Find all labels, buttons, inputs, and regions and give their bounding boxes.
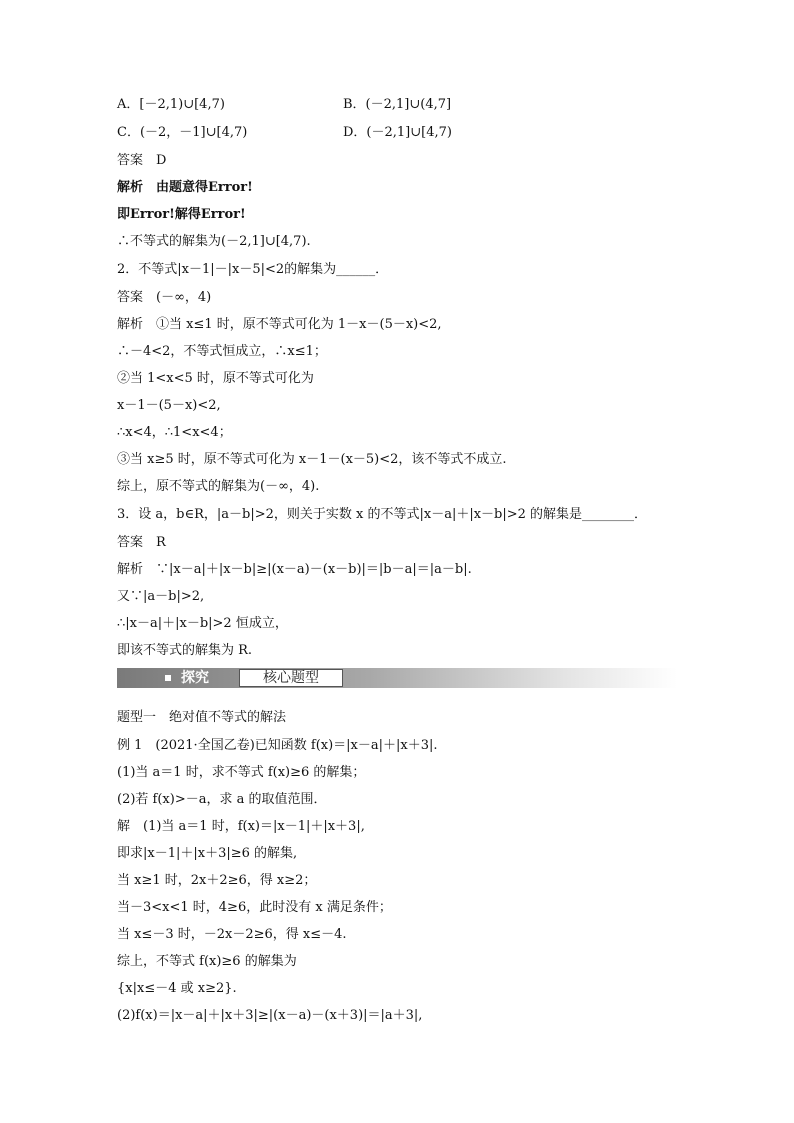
analysis-2-line-1: 解析 ①当 x≤1 时，原不等式可化为 1－x－(5－x)<2, [117,317,442,332]
example-1-part-2: (2)若 f(x)>－a，求 a 的取值范围． [117,792,327,807]
analysis-2-line-3: ②当 1<x<5 时，原不等式可化为 [117,371,314,386]
solution-line-8: (2)f(x)＝|x－a|＋|x＋3|≥|(x－a)－(x＋3)|＝|a＋3|, [117,1008,423,1023]
banner-right-label: 核心题型 [239,669,343,687]
solution-line-5: 当 x≤－3 时，－2x－2≥6，得 x≤－4. [117,927,347,942]
solution-line-1: 解 (1)当 a＝1 时，f(x)＝|x－1|＋|x＋3|, [117,819,365,834]
banner-left-label: 探究 [181,670,209,686]
section-banner [117,668,677,688]
solution-line-2: 即求|x－1|＋|x＋3|≥6 的解集, [117,846,298,861]
answer-1: 答案 D [117,153,167,168]
answer-2: 答案 (－∞，4) [117,290,212,305]
square-bullet-icon [165,675,171,681]
analysis-1-line-3: ∴不等式的解集为(－2,1]∪[4,7). [117,234,311,249]
solution-line-3: 当 x≥1 时，2x＋2≥6，得 x≥2； [117,873,317,888]
question-3: 3．设 a，b∈R，|a－b|>2，则关于实数 x 的不等式|x－a|＋|x－b|>2 的解集是________． [117,507,648,522]
solution-line-4: 当－3<x<1 时，4≥6，此时没有 x 满足条件； [117,900,392,915]
solution-line-6: 综上，不等式 f(x)≥6 的解集为 [117,954,297,969]
option-d: D．(－2,1]∪[4,7) [343,125,452,140]
analysis-2-line-6: ③当 x≥5 时，原不等式可化为 x－1－(x－5)<2，该不等式不成立. [117,452,507,467]
analysis-3-line-1: 解析 ∵|x－a|＋|x－b|≥|(x－a)－(x－b)|＝|b－a|＝|a－b|. [117,562,472,577]
solution-line-7: {x|x≤－4 或 x≥2}. [117,981,237,996]
answer-3: 答案 R [117,535,166,550]
analysis-1-line-1: 解析 由题意得Error! [117,180,253,195]
question-2: 2．不等式|x－1|－|x－5|<2的解集为______． [117,262,389,277]
analysis-2-line-2: ∴－4<2，不等式恒成立，∴x≤1； [117,344,327,359]
example-1-statement: 例 1 (2021·全国乙卷)已知函数 f(x)＝|x－a|＋|x＋3|. [117,738,438,753]
analysis-1-line-2: 即Error!解得Error! [117,207,246,222]
analysis-3-line-2: 又∵|a－b|>2, [117,589,205,604]
analysis-2-line-5: ∴x<4，∴1<x<4； [117,425,232,440]
example-1-part-1: (1)当 a＝1 时，求不等式 f(x)≥6 的解集； [117,765,366,780]
analysis-2-line-7: 综上，原不等式的解集为(－∞，4). [117,479,320,494]
analysis-2-line-4: x－1－(5－x)<2, [117,398,221,413]
analysis-3-line-4: 即该不等式的解集为 R. [117,643,253,658]
topic-heading: 题型一 绝对值不等式的解法 [117,710,287,725]
analysis-3-line-3: ∴|x－a|＋|x－b|>2 恒成立， [117,616,288,631]
option-c: C．(－2，－1]∪[4,7) [117,125,248,140]
option-b: B．(－2,1]∪(4,7] [343,97,452,112]
option-a: A．[－2,1)∪[4,7) [117,97,225,112]
